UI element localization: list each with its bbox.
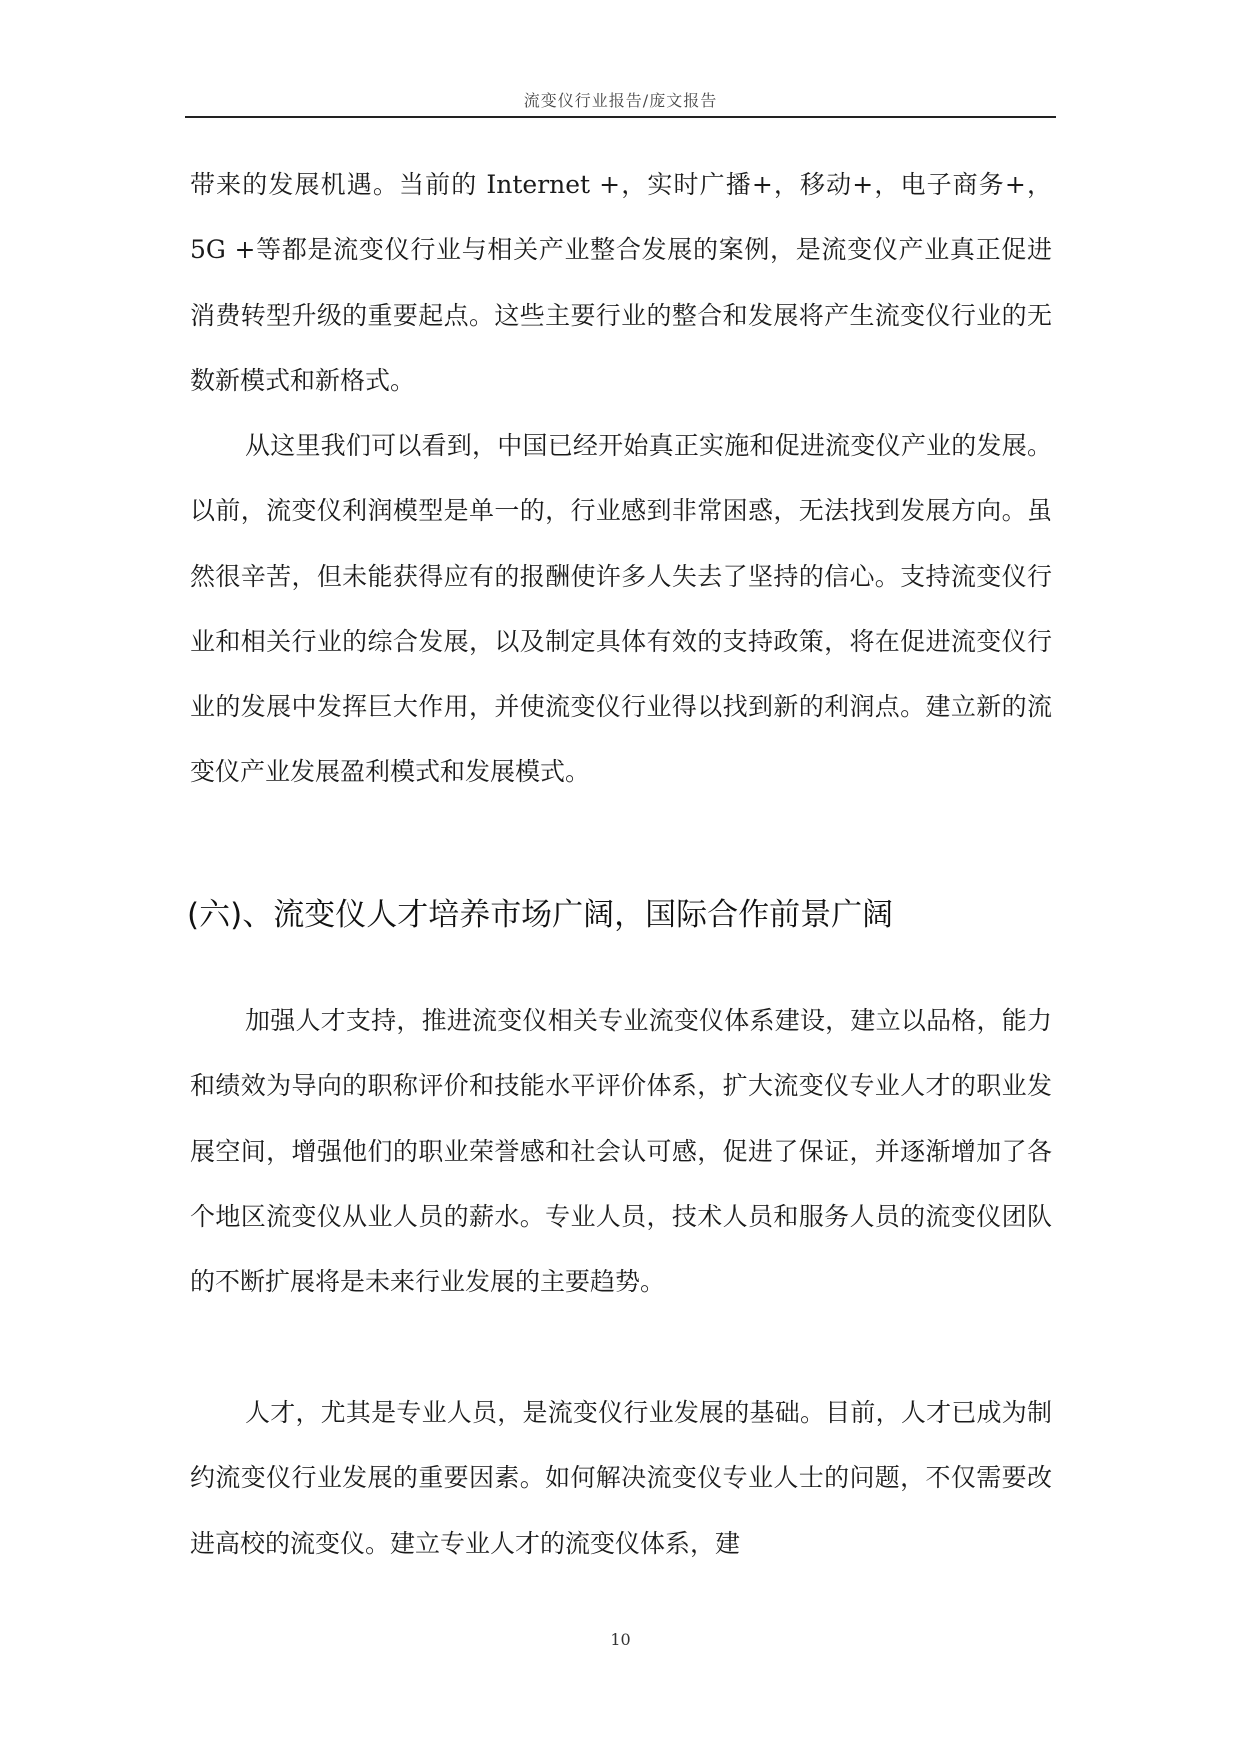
header-divider	[185, 116, 1056, 118]
paragraph-talent-support: 加强人才支持，推进流变仪相关专业流变仪体系建设，建立以品格，能力和绩效为导向的职称评价和技能水平评价体系，扩大流变仪专业人才的职业发展空间，增强他们的职业荣誉感和社会认可感，促进了保证，并逐渐增加了各个地区流变仪从业人员的薪水。专业人员，技术人员和服务人员的流变仪团队的不断扩展将是未来行业发展的主要趋势。	[190, 1006, 1052, 1297]
paragraph-continuation: 带来的发展机遇。当前的 Internet +，实时广播+，移动+，电子商务+，5G +等都是流变仪行业与相关产业整合发展的案例，是流变仪产业真正促进消费转型升级的重要起点。这些主要行业的整合和发展将产生流变仪行业的无数新模式和新格式。	[190, 170, 1052, 395]
body-block-4	[190, 1380, 1052, 1576]
body-block-3	[190, 988, 1052, 1314]
body-block-2	[190, 413, 1052, 805]
body-block-1	[190, 152, 1052, 413]
section-heading: (六)、流变仪人才培养市场广阔，国际合作前景广阔	[187, 897, 894, 933]
paragraph-industry-development: 从这里我们可以看到，中国已经开始真正实施和促进流变仪产业的发展。以前，流变仪利润模型是单一的，行业感到非常困惑，无法找到发展方向。虽然很辛苦，但未能获得应有的报酬使许多人失去了坚持的信心。支持流变仪行业和相关行业的综合发展，以及制定具体有效的支持政策，将在促进流变仪行业的发展中发挥巨大作用，并使流变仪行业得以找到新的利润点。建立新的流变仪产业发展盈利模式和发展模式。	[190, 431, 1052, 787]
paragraph-talent-basis: 人才，尤其是专业人员，是流变仪行业发展的基础。目前，人才已成为制约流变仪行业发展的重要因素。如何解决流变仪专业人士的问题，不仅需要改进高校的流变仪。建立专业人才的流变仪体系，建	[190, 1398, 1052, 1558]
running-header: 流变仪行业报告/庞文报告	[523, 91, 718, 110]
page-number: 10	[610, 1630, 631, 1649]
